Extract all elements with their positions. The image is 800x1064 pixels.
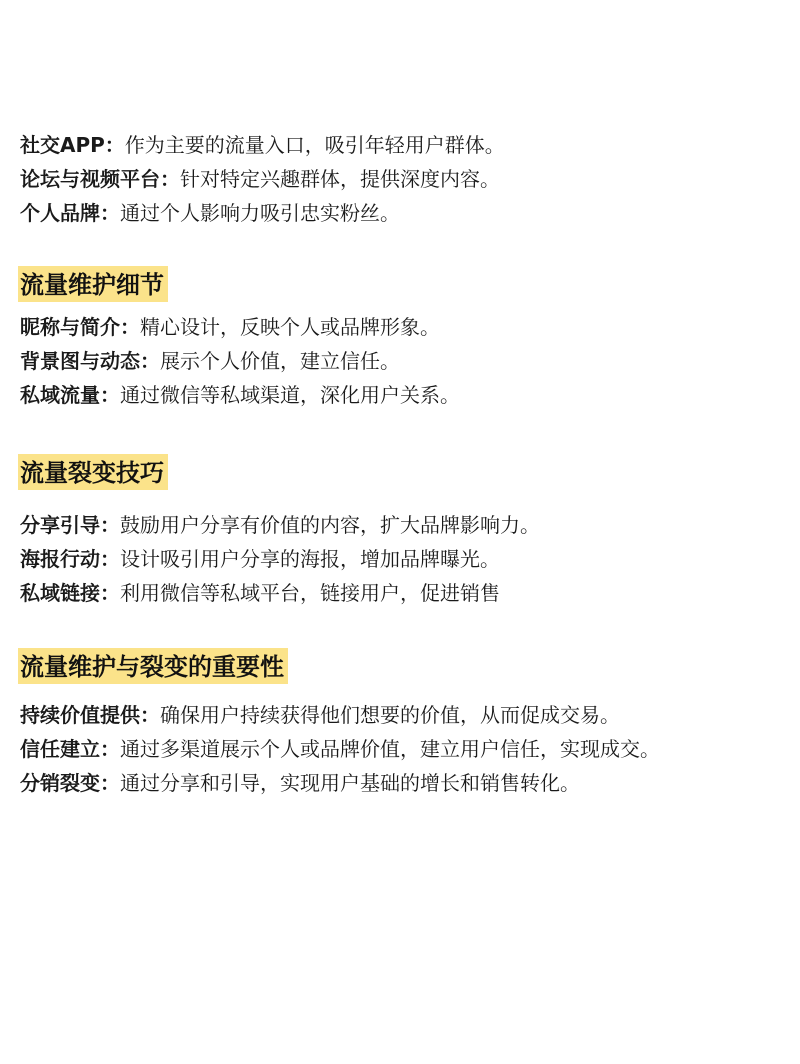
list-item: 背景图与动态：展示个人价值，建立信任。	[20, 349, 400, 373]
section-heading: 流量维护与裂变的重要性	[18, 648, 288, 684]
section-importance	[20, 648, 776, 800]
list-item: 昵称与简介：精心设计，反映个人或品牌形象。	[20, 315, 440, 339]
list-item: 信任建立：通过多渠道展示个人或品牌价值，建立用户信任，实现成交。	[20, 737, 660, 761]
intro-section	[20, 128, 776, 230]
list-item: 分享引导：鼓励用户分享有价值的内容，扩大品牌影响力。	[20, 513, 540, 537]
list-item: 私域流量：通过微信等私域渠道，深化用户关系。	[20, 383, 460, 407]
list-item: 私域链接：利用微信等私域平台，链接用户，促进销售	[20, 581, 500, 605]
section-traffic-maintenance	[20, 266, 776, 412]
intro-item-personal-brand: 个人品牌：通过个人影响力吸引忠实粉丝。	[20, 201, 400, 225]
section-traffic-fission	[20, 454, 776, 610]
intro-item-social-app: 社交APP：作为主要的流量入口，吸引年轻用户群体。	[20, 133, 505, 157]
list-item: 海报行动：设计吸引用户分享的海报，增加品牌曝光。	[20, 547, 500, 571]
section-heading: 流量裂变技巧	[18, 454, 168, 490]
list-item: 持续价值提供：确保用户持续获得他们想要的价值，从而促成交易。	[20, 703, 620, 727]
section-heading: 流量维护细节	[18, 266, 168, 302]
list-item: 分销裂变：通过分享和引导，实现用户基础的增长和销售转化。	[20, 771, 580, 795]
intro-item-forum-video: 论坛与视频平台：针对特定兴趣群体，提供深度内容。	[20, 167, 500, 191]
